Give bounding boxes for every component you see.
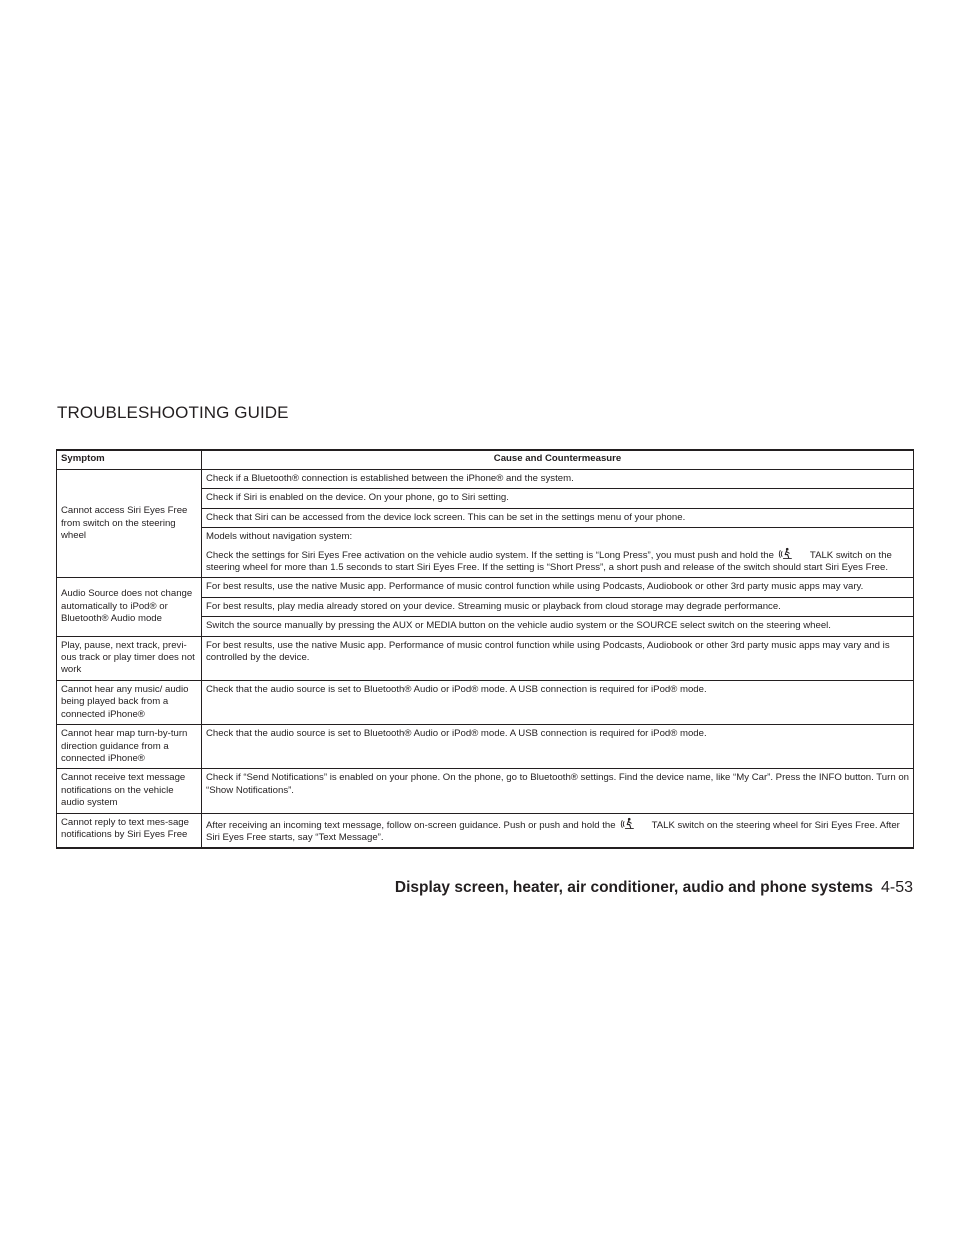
page-number: 4-53	[880, 879, 913, 896]
symptom-cell: Cannot hear map turn-by-turn direction guidance from a connected iPhone®	[57, 725, 202, 769]
symptom-cell: Cannot reply to text mes-sage notifications by Siri Eyes Free	[57, 813, 202, 848]
cause-cell: Check that the audio source is set to Bluetooth® Audio or iPod® mode. A USB connection is required for iPod® mode.	[202, 680, 914, 724]
cause-text-before-icon: Check the settings for Siri Eyes Free activation on the vehicle audio system. If the setting is “Long Press”, you must push and hold the	[206, 549, 774, 561]
cause-header: Cause and Countermeasure	[202, 450, 914, 470]
cause-cell: Check if “Send Notifications” is enabled on your phone. On the phone, go to Bluetooth® settings. Find the device name, like “My Car”. Press the INFO button. Turn on “Show Notifications”.	[202, 769, 914, 813]
table-row	[57, 636, 914, 680]
cause-cell: For best results, use the native Music app. Performance of music control function while using Podcasts, Audiobook or other 3rd party music apps may vary.	[202, 578, 914, 597]
cause-text-after-icon: TALK switch on the steering wheel for Siri Eyes Free. After Siri Eyes Free starts, say “Text Message”.	[206, 819, 900, 843]
cause-cell: Check that the audio source is set to Bluetooth® Audio or iPod® mode. A USB connection is required for iPod® mode.	[202, 725, 914, 769]
cause-cell	[202, 528, 914, 578]
cause-cell: Switch the source manually by pressing the AUX or MEDIA button on the vehicle audio system or the SOURCE select switch on the steering wheel.	[202, 617, 914, 636]
cause-subheading: Models without navigation system:	[206, 531, 353, 543]
table-row	[57, 769, 914, 813]
cause-cell: Check if a Bluetooth® connection is established between the iPhone® and the system.	[202, 470, 914, 489]
symptom-cell: Cannot receive text message notifications on the vehicle audio system	[57, 769, 202, 813]
table-row	[57, 470, 914, 489]
cause-text-after-icon: TALK switch on the steering wheel for more than 1.5 seconds to start Siri Eyes Free. If the setting is “Short Press”, a short push and release of the switch should start Siri Eyes Free.	[206, 549, 892, 574]
table-row	[57, 725, 914, 769]
symptom-cell: Cannot hear any music/ audio being played back from a connected iPhone®	[57, 680, 202, 724]
table-header-row	[57, 450, 914, 470]
symptom-cell: Audio Source does not change automatically to iPod® or Bluetooth® Audio mode	[57, 578, 202, 636]
table-row	[57, 578, 914, 597]
cause-text-before-icon: After receiving an incoming text message, follow on-screen guidance. Push or push and hold the	[206, 819, 616, 831]
cause-cell	[202, 813, 914, 848]
footer-title: Display screen, heater, air conditioner, audio and phone systems	[394, 879, 873, 896]
cause-cell: For best results, play media already stored on your device. Streaming music or playback from cloud storage may degrade performance.	[202, 597, 914, 616]
symptom-header: Symptom	[57, 450, 202, 470]
cause-cell: Check that Siri can be accessed from the device lock screen. This can be set in the settings menu of your phone.	[202, 508, 914, 527]
symptom-cell: Play, pause, next track, previ-ous track or play timer does not work	[57, 636, 202, 680]
table-row	[57, 813, 914, 848]
talk-voice-icon	[620, 817, 638, 830]
troubleshooting-table	[56, 449, 914, 849]
cause-cell: Check if Siri is enabled on the device. On your phone, go to Siri setting.	[202, 489, 914, 508]
symptom-cell: Cannot access Siri Eyes Free from switch on the steering wheel	[57, 470, 202, 578]
talk-voice-icon	[778, 547, 796, 560]
table-row	[57, 680, 914, 724]
cause-cell: For best results, use the native Music app. Performance of music control function while using Podcasts, Audiobook or other 3rd party music apps may vary and is controlled by the device.	[202, 636, 914, 680]
cause-text	[206, 547, 909, 575]
page-footer	[395, 879, 913, 897]
section-title: TROUBLESHOOTING GUIDE	[57, 403, 289, 422]
